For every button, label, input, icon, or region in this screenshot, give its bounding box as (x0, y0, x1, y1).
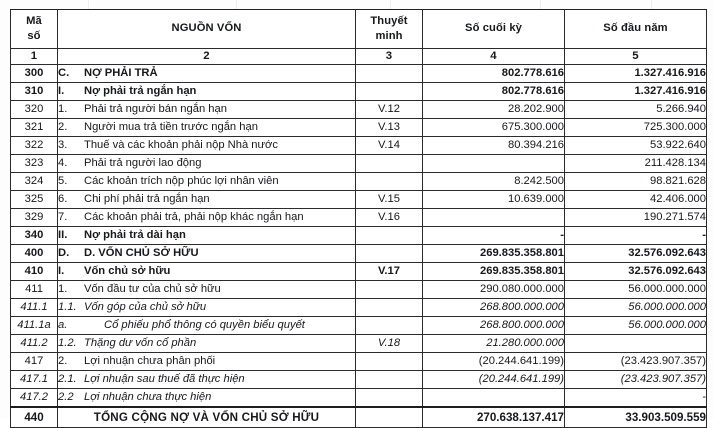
row-item-text: Vốn đầu tư của chủ sở hữu (84, 282, 221, 295)
row-item-label: 1.2. (58, 336, 77, 349)
row-code: 417.2 (11, 389, 58, 408)
row-item-text: NỢ PHẢI TRẢ (84, 66, 158, 79)
row-item-text: Thặng dư vốn cổ phần (84, 336, 197, 349)
row-item-label: 3. (58, 138, 68, 151)
row-item-label: 2. (58, 354, 68, 367)
row-item-text: Các khoản trích nộp phúc lợi nhân viên (84, 174, 279, 187)
row-name-layout (58, 392, 355, 403)
table-row (11, 281, 707, 299)
row-value-end-period: 80.394.216 (423, 137, 565, 155)
row-code: 323 (11, 155, 58, 173)
row-item-label: D. (58, 246, 70, 259)
table-row (11, 389, 707, 408)
row-value-begin-year: 211.428.134 (565, 155, 707, 173)
balance-sheet-table (10, 9, 707, 428)
table-row (11, 371, 707, 389)
row-item-text: D. VỐN CHỦ SỞ HỮU (84, 246, 199, 259)
row-value-begin-year: 32.576.092.643 (565, 245, 707, 263)
row-item-name (58, 227, 356, 245)
header-cell-name: NGUỒN VỐN (58, 10, 356, 49)
row-note-reference (356, 353, 423, 371)
row-item-text: Chi phí phải trả ngắn hạn (84, 192, 210, 205)
row-value-begin-year: 1.327.416.916 (565, 83, 707, 101)
row-item-label: 2.1. (58, 372, 77, 385)
row-value-begin-year: 190.271.574 (565, 209, 707, 227)
row-note-reference: V.17 (356, 263, 423, 281)
header-cell-begin-year: Số đầu năm (565, 10, 707, 49)
row-value-begin-year: 56.000.000.000 (565, 281, 707, 299)
table-row (11, 245, 707, 263)
row-code: 329 (11, 209, 58, 227)
row-value-begin-year: (23.423.907.357) (565, 353, 707, 371)
row-item-label: 1. (58, 102, 68, 115)
row-item-label: 1. (58, 282, 68, 295)
row-item-text: Cổ phiếu phổ thông có quyền biểu quyết (104, 318, 305, 331)
row-item-name (58, 353, 356, 371)
row-item-name (58, 389, 356, 408)
header-note-line2: minh (375, 30, 403, 42)
row-item-name (58, 317, 356, 335)
row-note-reference: V.18 (356, 335, 423, 353)
row-note-reference (356, 245, 423, 263)
row-item-name (58, 119, 356, 137)
row-item-name (58, 65, 356, 83)
row-item-label: 2. (58, 120, 68, 133)
row-item-name (58, 83, 356, 101)
row-code: 320 (11, 101, 58, 119)
table-row (11, 263, 707, 281)
table-row (11, 65, 707, 83)
row-code: 324 (11, 173, 58, 191)
row-item-name (58, 191, 356, 209)
row-value-end-period: 269.835.358.801 (423, 263, 565, 281)
row-item-label: I. (58, 84, 65, 97)
header-cell-note (356, 10, 423, 49)
row-item-name (58, 101, 356, 119)
row-item-label: a. (58, 318, 68, 331)
row-name-layout (58, 248, 355, 259)
row-value-end-period: 21.280.000.000 (423, 335, 565, 353)
row-name-layout (58, 230, 355, 241)
column-number-code: 1 (11, 49, 58, 65)
column-number-name: 2 (58, 49, 356, 65)
table-row (11, 353, 707, 371)
row-value-begin-year: (23.423.907.357) (565, 371, 707, 389)
row-code: 411 (11, 281, 58, 299)
row-value-end-period: 8.242.500 (423, 173, 565, 191)
row-item-name (58, 299, 356, 317)
table-body (11, 65, 707, 428)
row-value-begin-year: 5.266.940 (565, 101, 707, 119)
row-value-end-period (423, 155, 565, 173)
row-value-begin-year: 53.922.640 (565, 137, 707, 155)
row-name-layout (58, 266, 355, 277)
table-row (11, 407, 707, 428)
row-item-label: 7. (58, 210, 68, 223)
row-note-reference (356, 65, 423, 83)
table-row (11, 137, 707, 155)
row-note-reference (356, 155, 423, 173)
row-name-layout (58, 212, 355, 223)
row-value-end-period: 270.638.137.417 (423, 407, 565, 428)
row-code: 310 (11, 83, 58, 101)
row-name-layout (58, 122, 355, 133)
row-code: 300 (11, 65, 58, 83)
table-row (11, 335, 707, 353)
row-value-begin-year: 98.821.628 (565, 173, 707, 191)
row-name-layout (58, 158, 355, 169)
column-number-begin-year: 5 (565, 49, 707, 65)
row-note-reference: V.16 (356, 209, 423, 227)
table-row (11, 317, 707, 335)
row-note-reference (356, 317, 423, 335)
header-note-line1: Thuyết (370, 15, 408, 28)
header-code-line2: số (27, 30, 41, 42)
row-item-name (58, 335, 356, 353)
row-note-reference (356, 389, 423, 408)
header-row-titles (11, 10, 707, 49)
row-code: 325 (11, 191, 58, 209)
row-item-name (58, 155, 356, 173)
row-item-label: I. (58, 264, 65, 277)
row-item-name (58, 407, 356, 428)
row-item-name (58, 371, 356, 389)
row-item-text: TỔNG CỘNG NỢ VÀ VỐN CHỦ SỞ HỮU (93, 410, 320, 424)
row-note-reference (356, 407, 423, 428)
row-item-text: Người mua trả tiền trước ngắn hạn (84, 120, 258, 133)
row-code: 400 (11, 245, 58, 263)
row-name-layout (58, 104, 355, 115)
row-item-text: Phải trả người bán ngắn hạn (84, 102, 227, 115)
column-number-end-period: 4 (423, 49, 565, 65)
header-cell-end-period: Số cuối kỳ (423, 10, 565, 49)
row-note-reference (356, 299, 423, 317)
row-item-label: 2.2 (58, 390, 74, 403)
row-value-end-period: 10.639.000 (423, 191, 565, 209)
row-item-text: Lợi nhuận sau thuế đã thực hiện (84, 372, 245, 385)
row-item-label: 4. (58, 156, 68, 169)
row-item-text: Lợi nhuận chưa thực hiện (84, 390, 212, 403)
column-number-note: 3 (356, 49, 423, 65)
row-value-end-period: 268.800.000.000 (423, 299, 565, 317)
row-item-text: Lợi nhuận chưa phân phối (84, 354, 216, 367)
row-note-reference (356, 83, 423, 101)
row-item-text: Vốn góp của chủ sở hữu (84, 300, 207, 313)
row-value-begin-year: - (565, 227, 707, 245)
header-code-line1: Mã (26, 15, 42, 28)
row-code: 417.1 (11, 371, 58, 389)
row-item-text: Nợ phải trả dài hạn (84, 228, 186, 241)
row-name-layout (58, 194, 355, 205)
row-note-reference: V.12 (356, 101, 423, 119)
balance-sheet-table-container (10, 9, 706, 428)
row-value-end-period: 268.800.000.000 (423, 317, 565, 335)
row-code: 411.1a (11, 317, 58, 335)
header-row-column-numbers (11, 49, 707, 65)
row-item-name (58, 263, 356, 281)
row-item-text: Nợ phải trả ngắn hạn (84, 84, 197, 97)
row-note-reference (356, 281, 423, 299)
row-item-label: II. (58, 228, 68, 241)
row-note-reference: V.13 (356, 119, 423, 137)
table-row (11, 83, 707, 101)
row-value-begin-year: 56.000.000.000 (565, 299, 707, 317)
row-value-end-period (423, 389, 565, 408)
row-name-layout (58, 320, 355, 331)
row-item-name (58, 281, 356, 299)
row-name-layout (58, 302, 355, 313)
row-name-layout (58, 176, 355, 187)
row-note-reference: V.15 (356, 191, 423, 209)
row-name-layout (58, 412, 355, 424)
row-value-end-period: 675.300.000 (423, 119, 565, 137)
row-code: 321 (11, 119, 58, 137)
row-value-begin-year: 1.327.416.916 (565, 65, 707, 83)
table-row (11, 155, 707, 173)
table-row (11, 173, 707, 191)
row-code: 410 (11, 263, 58, 281)
row-item-name (58, 209, 356, 227)
row-item-label: 1.1. (58, 300, 77, 313)
row-item-text: Thuế và các khoản phải nộp Nhà nước (84, 138, 278, 151)
row-value-begin-year: 33.903.509.559 (565, 407, 707, 428)
row-item-name (58, 173, 356, 191)
row-value-begin-year: 32.576.092.643 (565, 263, 707, 281)
row-code: 440 (11, 407, 58, 428)
row-name-layout (58, 356, 355, 367)
row-item-text: Các khoản phải trả, phải nộp khác ngắn hạn (84, 210, 304, 223)
row-code: 340 (11, 227, 58, 245)
row-value-end-period: 269.835.358.801 (423, 245, 565, 263)
row-value-end-period: (20.244.641.199) (423, 353, 565, 371)
row-code: 417 (11, 353, 58, 371)
row-item-name (58, 245, 356, 263)
row-name-layout (58, 86, 355, 97)
row-value-end-period: 290.080.000.000 (423, 281, 565, 299)
row-item-label: 6. (58, 192, 68, 205)
row-value-end-period: 802.778.616 (423, 83, 565, 101)
row-code: 411.2 (11, 335, 58, 353)
row-value-end-period: 28.202.900 (423, 101, 565, 119)
row-value-begin-year: 42.406.000 (565, 191, 707, 209)
table-row (11, 227, 707, 245)
row-value-end-period: 802.778.616 (423, 65, 565, 83)
table-row (11, 191, 707, 209)
row-name-layout (58, 338, 355, 349)
row-code: 411.1 (11, 299, 58, 317)
row-value-begin-year (565, 335, 707, 353)
row-note-reference: V.14 (356, 137, 423, 155)
row-code: 322 (11, 137, 58, 155)
row-name-layout (58, 140, 355, 151)
row-item-text: Phải trả người lao động (84, 156, 202, 169)
row-value-end-period: (20.244.641.199) (423, 371, 565, 389)
table-row (11, 299, 707, 317)
table-row (11, 101, 707, 119)
table-row (11, 119, 707, 137)
row-value-end-period: - (423, 227, 565, 245)
row-value-end-period (423, 209, 565, 227)
row-item-label: 5. (58, 174, 68, 187)
row-item-text: Vốn chủ sở hữu (84, 264, 171, 277)
row-note-reference (356, 173, 423, 191)
row-value-begin-year: - (565, 389, 707, 408)
table-header (11, 10, 707, 65)
row-name-layout (58, 284, 355, 295)
row-note-reference (356, 371, 423, 389)
table-row (11, 209, 707, 227)
row-item-label: C. (58, 66, 70, 79)
row-name-layout (58, 68, 355, 79)
header-cell-code (11, 10, 58, 49)
row-item-name (58, 137, 356, 155)
row-name-layout (58, 374, 355, 385)
row-note-reference (356, 227, 423, 245)
row-value-begin-year: 725.300.000 (565, 119, 707, 137)
row-value-begin-year: 56.000.000.000 (565, 317, 707, 335)
